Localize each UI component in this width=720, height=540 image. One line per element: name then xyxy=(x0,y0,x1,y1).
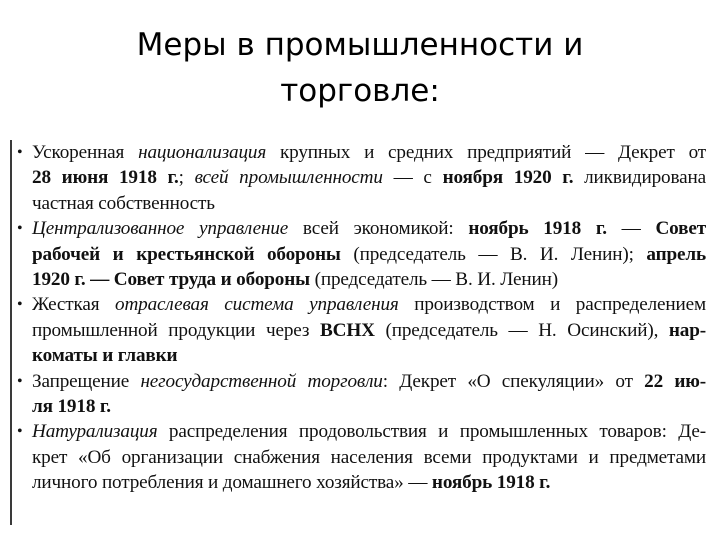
text-segment: негосударственной торговли xyxy=(140,370,383,392)
bullet-marker: • xyxy=(17,423,23,441)
text-segment: (председатель — В. И. Ленин); xyxy=(340,243,647,265)
text-line xyxy=(32,242,706,267)
text-line xyxy=(32,318,706,343)
text-segment: нар- xyxy=(668,319,707,341)
text-segment: крупных и средних предприятий — Декрет от xyxy=(266,142,706,163)
text-segment: Запрещение xyxy=(32,370,141,392)
text-segment: ноябрь 1918 г. xyxy=(468,218,607,240)
bullet-item xyxy=(12,369,706,420)
bullet-item xyxy=(12,419,706,495)
text-segment: — xyxy=(606,218,656,240)
text-segment: рабочей и крестьянской обороны xyxy=(32,243,341,265)
text-segment: ВСНХ xyxy=(319,319,375,341)
text-line xyxy=(32,445,706,470)
text-segment: 22 ию- xyxy=(644,370,707,392)
text-segment: 1920 г. — Совет труда и обороны xyxy=(32,269,310,291)
text-segment: ; xyxy=(178,167,195,189)
text-segment: личного потребления и домашнего хозяйства» — xyxy=(32,472,432,494)
bullet-marker: • xyxy=(17,144,23,161)
bullet-marker: • xyxy=(17,372,23,390)
text-line xyxy=(32,267,706,292)
text-line xyxy=(32,419,706,444)
text-line xyxy=(32,165,706,190)
text-segment: ноября 1920 г. xyxy=(442,167,574,189)
text-line xyxy=(32,369,706,394)
bullet-item xyxy=(12,292,706,368)
text-segment: (председатель — Н. Осинский), xyxy=(374,319,669,341)
text-segment: : Декрет «О спекуляции» от xyxy=(382,370,645,392)
text-line xyxy=(32,292,706,317)
slide-title-line-1: Меры в промышленности и xyxy=(136,27,584,63)
text-segment: коматы и главки xyxy=(32,345,178,367)
text-segment: промышленной продукции через xyxy=(32,319,320,341)
text-segment: ноябрь 1918 г. xyxy=(431,472,551,494)
text-segment: 28 июня 1918 г. xyxy=(32,167,179,189)
text-segment: производством и распределением xyxy=(398,294,706,316)
bullet-marker: • xyxy=(17,220,23,238)
text-segment: Ускоренная xyxy=(32,142,139,163)
text-segment: крет «Об организации снабжения населения всеми продуктами и предметами xyxy=(32,446,706,468)
text-line xyxy=(32,140,706,165)
text-segment: (председатель — В. И. Ленин) xyxy=(309,269,558,291)
slide-title-line-2: торговле: xyxy=(280,73,440,109)
text-segment: Натурализация xyxy=(32,421,158,443)
text-segment: ликвидирована xyxy=(573,167,706,189)
text-segment: всей промышленности xyxy=(194,167,383,189)
text-line xyxy=(32,216,706,241)
text-segment: национализация xyxy=(138,142,267,163)
text-line xyxy=(32,394,706,419)
text-segment: ля 1918 г. xyxy=(32,396,111,418)
scanned-text-block xyxy=(10,140,706,525)
text-line xyxy=(32,343,706,368)
text-line xyxy=(32,191,706,216)
text-line xyxy=(32,470,706,495)
text-segment: — с xyxy=(382,167,443,189)
text-segment: частная собственность xyxy=(32,192,215,214)
bullet-marker: • xyxy=(17,296,23,314)
text-segment: распределения продовольствия и промышленных товаров: Де- xyxy=(157,421,706,443)
text-segment: всей экономикой: xyxy=(288,218,469,240)
text-segment: апрель xyxy=(646,243,706,265)
text-segment: отраслевая система управления xyxy=(115,294,399,316)
slide-title xyxy=(0,22,720,114)
text-segment: Централизованное управление xyxy=(32,218,289,240)
bullet-item xyxy=(12,216,706,292)
bullet-item xyxy=(12,140,706,216)
text-segment: Жесткая xyxy=(32,294,115,316)
text-segment: Совет xyxy=(655,218,706,240)
